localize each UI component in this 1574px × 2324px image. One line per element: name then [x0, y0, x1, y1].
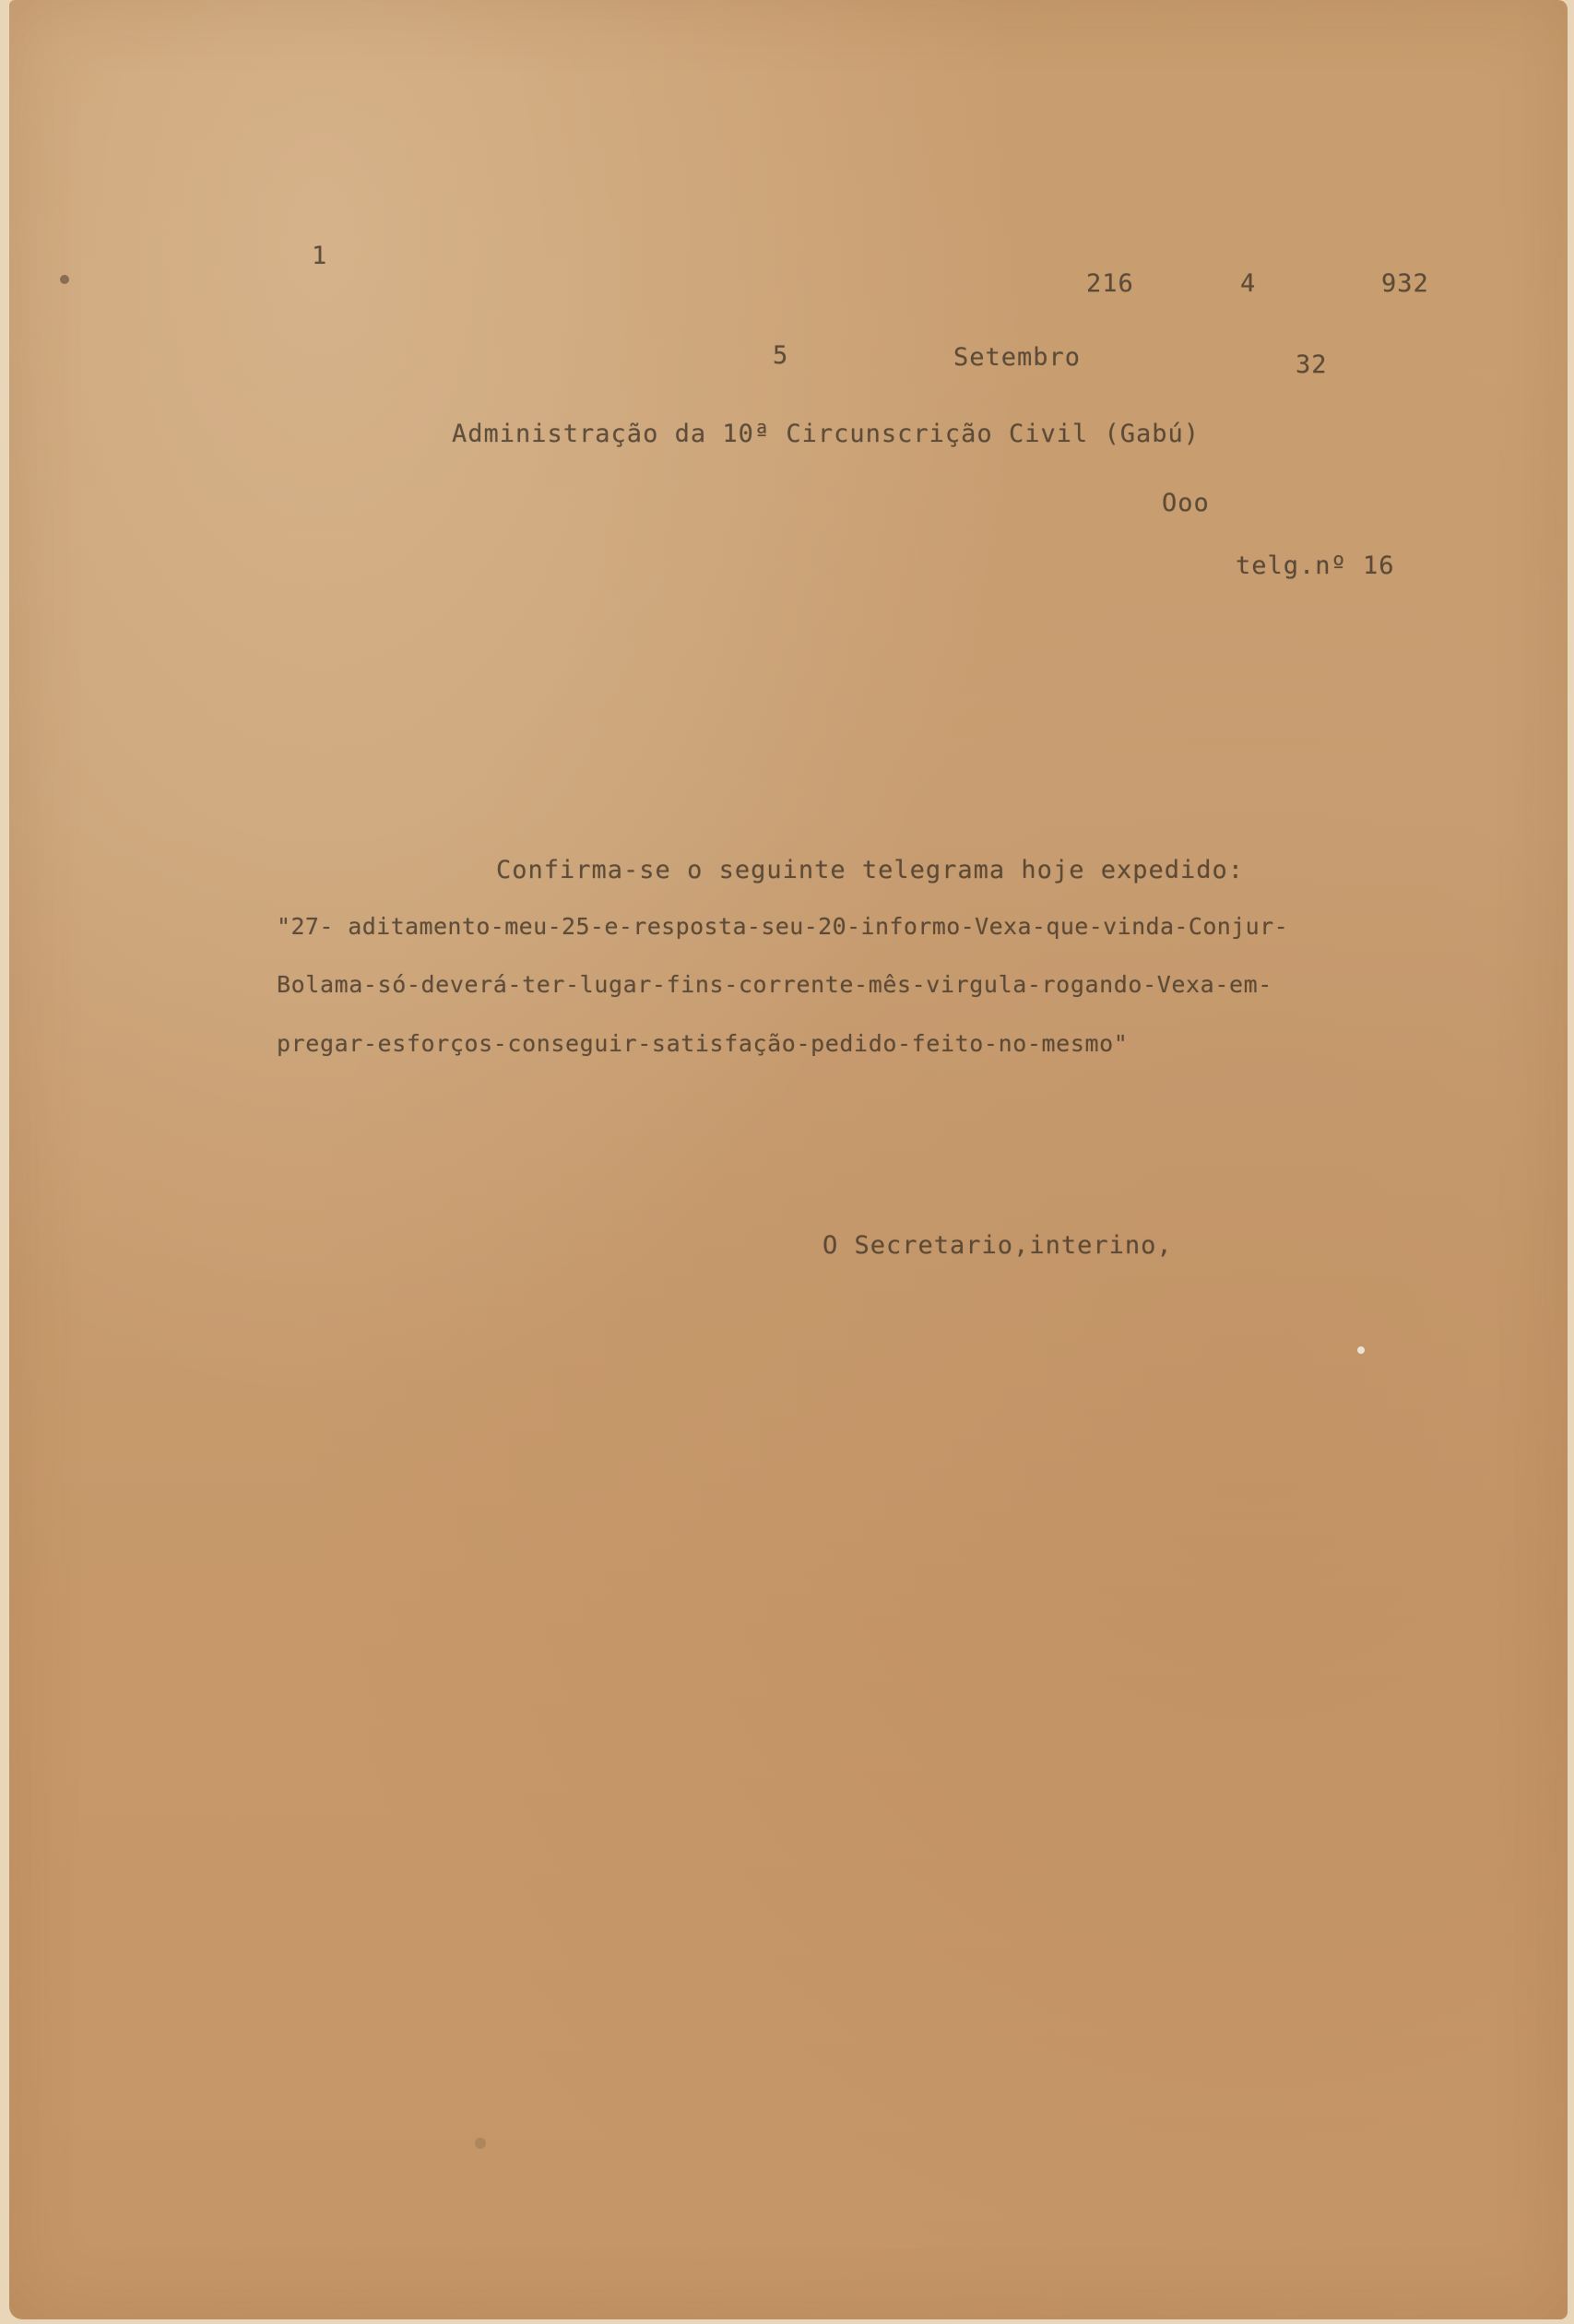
date-year: 32: [1296, 350, 1328, 379]
ink-spot: [60, 275, 69, 284]
reference-number-1: 216: [1086, 269, 1134, 298]
telegram-line-1: "27- aditamento-meu-25-e-resposta-seu-20-informo-Vexa-que-vinda-Conjur-: [277, 913, 1289, 940]
date-day: 5: [773, 341, 789, 370]
telegram-line-2: Bolama-só-deverá-ter-lugar-fins-corrente-mês-virgula-rogando-Vexa-em-: [277, 971, 1272, 998]
code-line: Ooo: [1162, 489, 1210, 517]
ink-spot: [475, 2138, 486, 2149]
reference-number-3: 932: [1381, 269, 1429, 298]
date-month: Setembro: [953, 343, 1082, 372]
reference-number-2: 4: [1240, 269, 1257, 298]
telegram-line-3: pregar-esforços-conseguir-satisfação-pedido-feito-no-mesmo": [277, 1030, 1129, 1057]
body-intro: Confirma-se o seguinte telegrama hoje expedido:: [496, 856, 1245, 884]
page-number: 1: [312, 242, 328, 270]
signature-line: O Secretario,interino,: [823, 1231, 1173, 1260]
addressee-line: Administração da 10ª Circunscrição Civil (Gabú): [452, 420, 1201, 448]
document-page: [9, 0, 1568, 2319]
telegram-reference: telg.nº 16: [1236, 551, 1395, 580]
ink-spot: [1357, 1346, 1365, 1354]
